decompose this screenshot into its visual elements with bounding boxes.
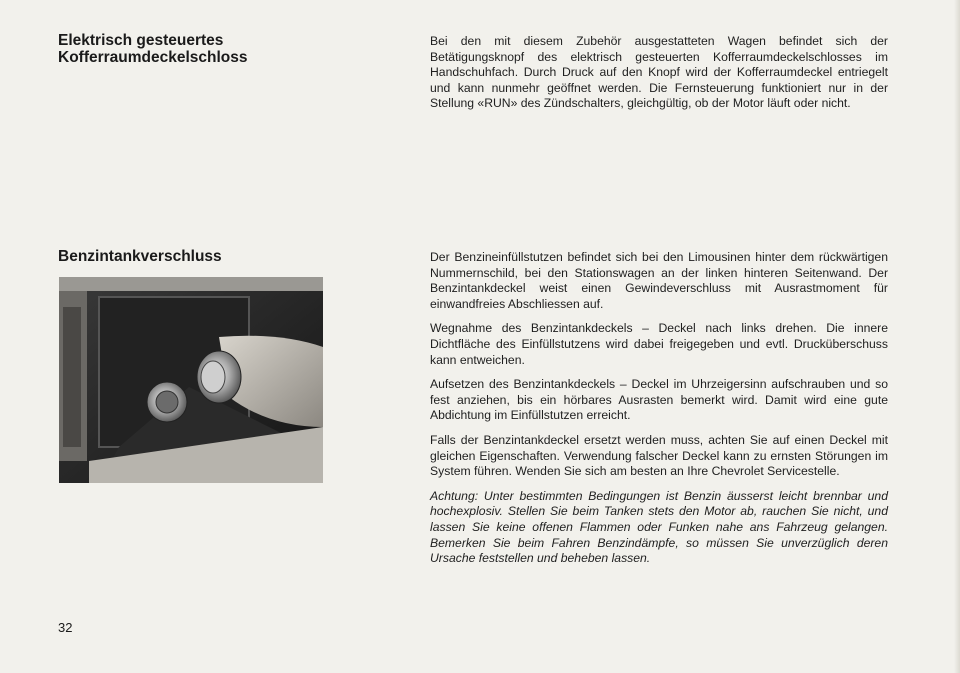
paragraph: Der Benzineinfüllstutzen befindet sich bei den Limousinen hinter dem rückwärtigen Nummernschild, bei den Stationswagen an der linken hinteren Seitenwand. Der Benzintankdeckel weist einen Gewindeverschluss mit Ausrastmoment für einwandfreies Abschliessen auf.	[430, 250, 888, 311]
page-edge-shadow	[954, 0, 960, 673]
section-heading-fuel-cap: Benzintankverschluss	[58, 248, 222, 265]
trunk-lock-text	[430, 34, 888, 121]
page-number: 32	[58, 620, 73, 635]
fuel-cap-photo	[59, 277, 323, 483]
heading-line: Elektrisch gesteuertes	[58, 32, 224, 49]
section-heading-trunk-lock	[58, 32, 358, 66]
paragraph: Aufsetzen des Benzintankdeckels – Deckel im Uhrzeigersinn aufschrauben und so fest anziehen, bis ein hörbares Ausrasten bemerkt wird. Damit wird eine gute Abdichtung im Einfüllstutzen erreicht.	[430, 377, 888, 423]
paragraph: Falls der Benzintankdeckel ersetzt werden muss, achten Sie auf einen Deckel mit gleichen Eigenschaften. Verwendung falscher Deckel kann zu ernsten Störungen im System führen. Wenden Sie sich am besten an Ihre Chevrolet Servicestelle.	[430, 432, 888, 479]
warning-paragraph: Achtung: Unter bestimmten Bedingungen ist Benzin äusserst leicht brennbar und hochexplosiv. Stellen Sie beim Tanken stets den Motor ab, rauchen Sie nicht, und lassen Sie keine offenen Flammen oder Funken nahe ans Fahrzeug gelangen. Bemerken Sie beim Fahren Benzindämpfe, so müssen Sie unverzüglich deren Ursache feststellen und beheben lassen.	[430, 488, 888, 566]
paragraph: Wegnahme des Benzintankdeckels – Deckel nach links drehen. Die innere Dichtfläche des Einfüllstutzens wird dabei freigegeben und evtl. Drucküberschuss kann entweichen.	[430, 321, 888, 367]
fuel-cap-text	[430, 250, 888, 576]
heading-line: Kofferraumdeckelschloss	[58, 49, 248, 66]
fuel-cap-photo-image	[59, 277, 323, 483]
paragraph: Bei den mit diesem Zubehör ausgestatteten Wagen befindet sich der Betätigungsknopf des elektrisch gesteuerten Kofferraumdeckelschlosses im Handschuhfach. Durch Druck auf den Knopf wird der Kofferraumdeckel entriegelt und kann nunmehr geöffnet werden. Die Fernsteuerung funktioniert nur in der Stellung «RUN» des Zündschalters, gleichgültig, ob der Motor läuft oder nicht.	[430, 34, 888, 111]
